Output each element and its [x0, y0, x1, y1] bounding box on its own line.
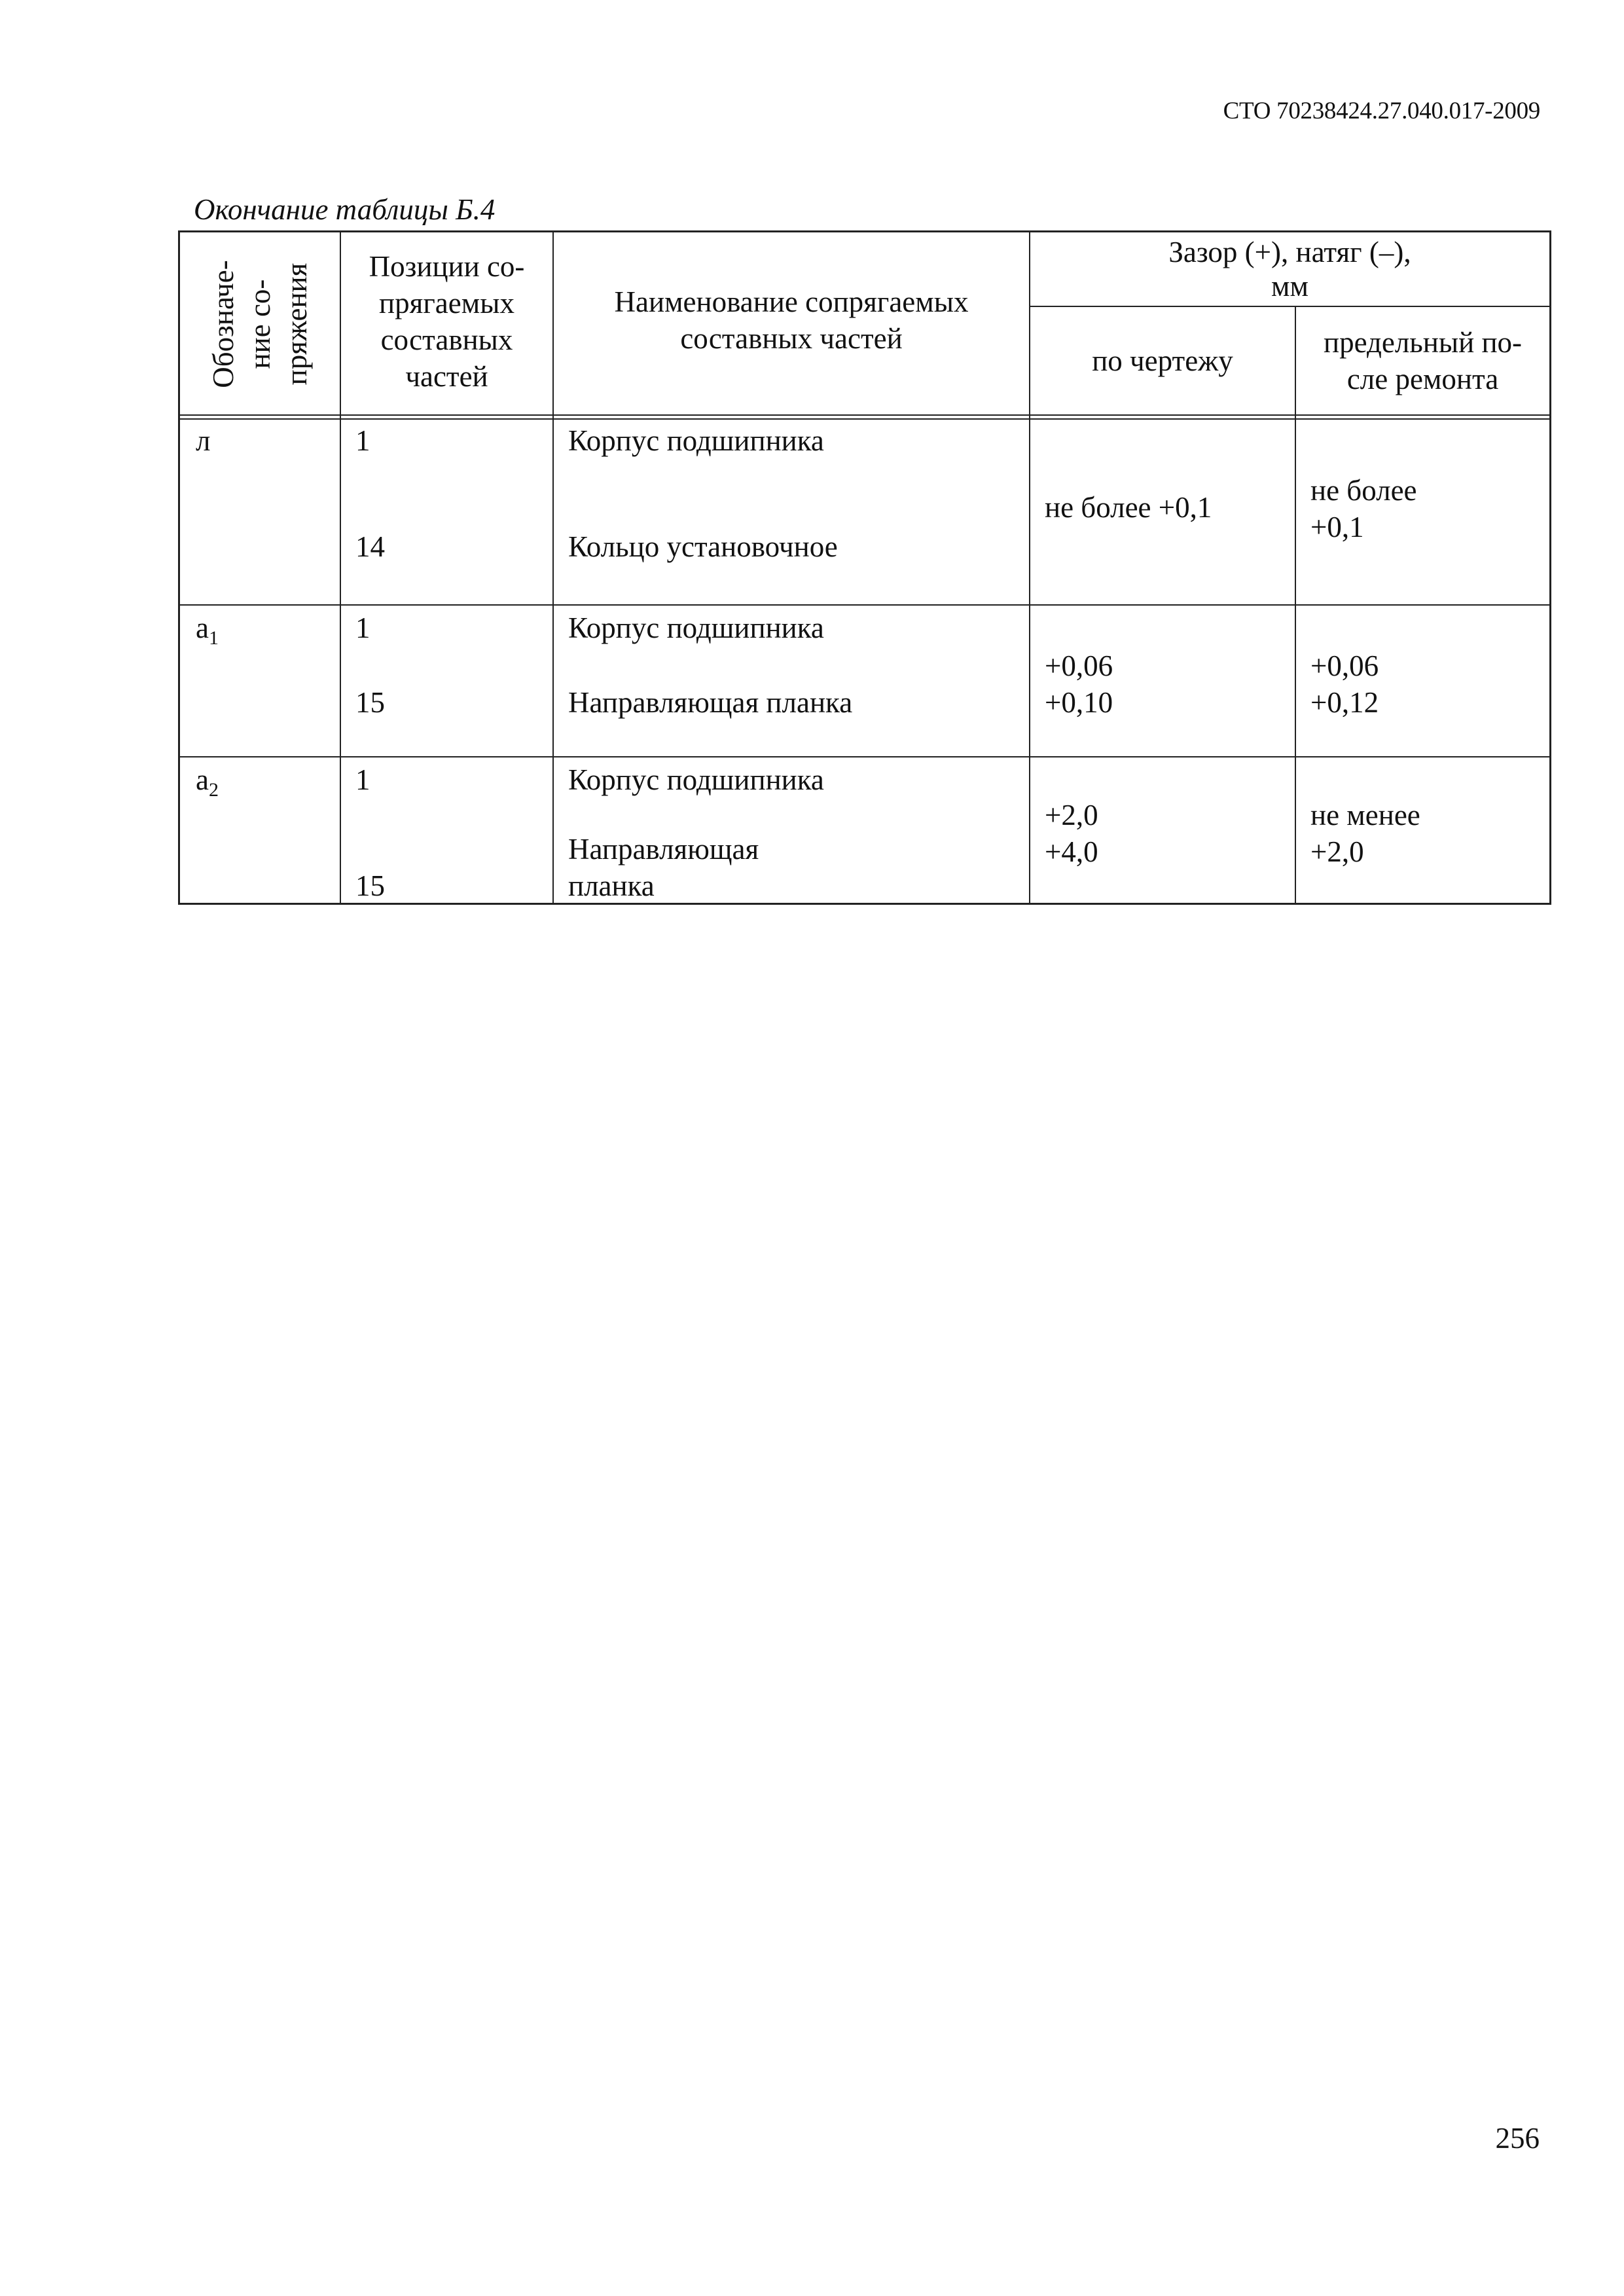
row-1-position-1: 1: [355, 424, 370, 457]
header-separator: [180, 414, 1549, 416]
row-divider: [180, 604, 1549, 606]
row-2-by-drawing: +0,06 +0,10: [1045, 649, 1113, 719]
row-3-designation: $а_2$: [196, 763, 219, 801]
page-number: 256: [1495, 2122, 1540, 2155]
row-divider: [180, 756, 1549, 757]
row-2-name-2: Направляющая планка: [568, 686, 853, 719]
row-2-designation: $а_1$: [196, 611, 219, 649]
row-1-position-2: 14: [355, 530, 385, 563]
header-separator: [180, 418, 1549, 420]
row-3-name-1: Корпус подшипника: [568, 763, 824, 796]
header-limit-after-repair: предельный по- сле ремонта: [1323, 326, 1523, 395]
header-names: Наименование сопрягаемых составных частей: [614, 285, 969, 355]
row-1-name-2: Кольцо установочное: [568, 530, 838, 563]
header-gap-group: Зазор (+), натяг (–), мм: [1168, 236, 1411, 302]
row-1-limit: не более +0,1: [1310, 474, 1417, 543]
row-3-name-2: Направляющая планка: [568, 833, 759, 902]
row-3-position-1: 1: [355, 763, 370, 796]
row-3-by-drawing: +2,0 +4,0: [1045, 799, 1098, 868]
header-designation-cell: [180, 232, 340, 416]
row-2-name-1: Корпус подшипника: [568, 611, 824, 644]
row-1-by-drawing: не более +0,1: [1045, 491, 1212, 524]
row-3-limit: не менее +2,0: [1310, 799, 1420, 868]
mating-parts-table: [178, 230, 1551, 905]
row-1-name-1: Корпус подшипника: [568, 424, 824, 457]
header-by-drawing: по чертежу: [1092, 344, 1233, 377]
grid-line: [1029, 306, 1549, 307]
document-code: СТО 70238424.27.040.017-2009: [1223, 98, 1540, 124]
header-designation: Обозначе- ние со- пряжения: [207, 260, 313, 388]
header-positions: Позиции со- прягаемых составных частей: [369, 250, 525, 393]
row-1-designation: л: [196, 424, 211, 457]
grid-line: [1029, 232, 1030, 903]
row-2-position-2: 15: [355, 686, 385, 719]
table-caption: Окончание таблицы Б.4: [194, 193, 496, 226]
row-2-limit: +0,06 +0,12: [1310, 649, 1379, 719]
row-2-position-1: 1: [355, 611, 370, 644]
row-3-position-2: 15: [355, 869, 385, 902]
